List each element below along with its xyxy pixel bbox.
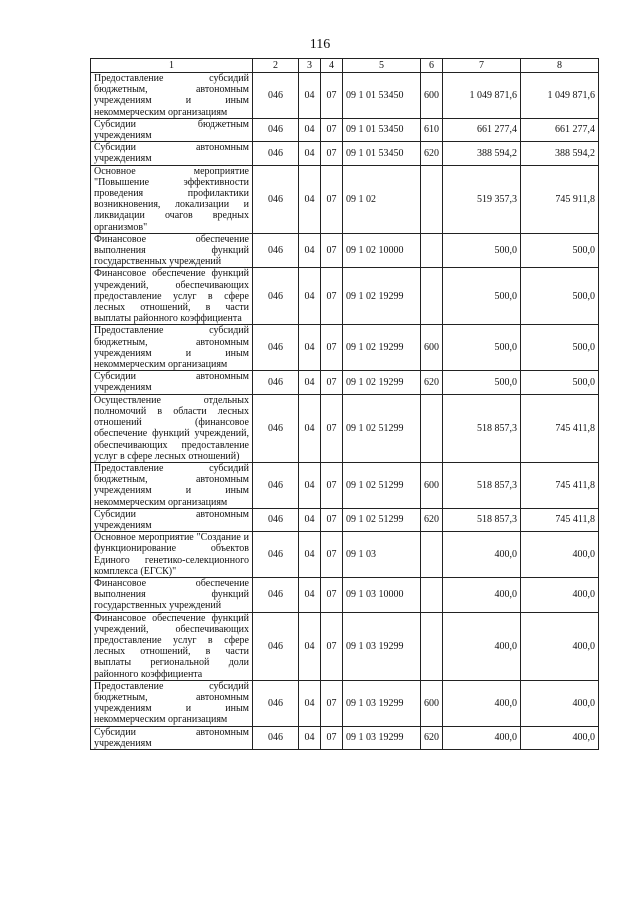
table-row — [91, 532, 599, 578]
table-row — [91, 165, 599, 233]
cell-amount-year-2: 400,0 — [521, 680, 599, 726]
cell-amount-year-2: 388 594,2 — [521, 142, 599, 165]
header-row — [91, 59, 599, 73]
cell-ministry-code: 046 — [253, 325, 299, 371]
cell-amount-year-1: 500,0 — [443, 325, 521, 371]
cell-subsection: 07 — [321, 73, 343, 119]
table-row — [91, 508, 599, 531]
cell-name: Финансовое обеспечение выполнения функций государственных учреждений — [91, 577, 253, 612]
cell-target-article: 09 1 03 19299 — [343, 680, 421, 726]
cell-name: Субсидии автономным учреждениям — [91, 508, 253, 531]
cell-expense-type — [421, 233, 443, 268]
header-col-4: 4 — [321, 59, 343, 73]
table-row — [91, 268, 599, 325]
cell-amount-year-2: 400,0 — [521, 726, 599, 749]
cell-subsection: 07 — [321, 165, 343, 233]
cell-ministry-code: 046 — [253, 371, 299, 394]
cell-name: Предоставление субсидий бюджетным, автономным учреждениям и иным некоммерческим организациям — [91, 462, 253, 508]
cell-amount-year-1: 518 857,3 — [443, 508, 521, 531]
cell-expense-type — [421, 577, 443, 612]
cell-amount-year-2: 500,0 — [521, 233, 599, 268]
cell-expense-type — [421, 532, 443, 578]
cell-subsection: 07 — [321, 462, 343, 508]
table-row — [91, 118, 599, 141]
cell-section: 04 — [299, 612, 321, 680]
table-row — [91, 680, 599, 726]
cell-subsection: 07 — [321, 680, 343, 726]
cell-ministry-code: 046 — [253, 680, 299, 726]
cell-name: Финансовое обеспечение функций учреждений, обеспечивающих предоставление услуг в сфере лесных отношений, в части выплаты районного коэффициента — [91, 268, 253, 325]
table-row — [91, 73, 599, 119]
cell-ministry-code: 046 — [253, 726, 299, 749]
cell-amount-year-1: 661 277,4 — [443, 118, 521, 141]
cell-target-article: 09 1 02 51299 — [343, 394, 421, 462]
cell-subsection: 07 — [321, 612, 343, 680]
cell-ministry-code: 046 — [253, 577, 299, 612]
cell-section: 04 — [299, 394, 321, 462]
table-row — [91, 577, 599, 612]
cell-target-article: 09 1 02 10000 — [343, 233, 421, 268]
cell-name: Финансовое обеспечение выполнения функций государственных учреждений — [91, 233, 253, 268]
page-number: 116 — [309, 37, 331, 52]
cell-target-article: 09 1 01 53450 — [343, 73, 421, 119]
header-col-5: 5 — [343, 59, 421, 73]
cell-expense-type: 620 — [421, 142, 443, 165]
cell-ministry-code: 046 — [253, 508, 299, 531]
cell-expense-type — [421, 268, 443, 325]
cell-ministry-code: 046 — [253, 612, 299, 680]
cell-target-article: 09 1 02 — [343, 165, 421, 233]
cell-amount-year-2: 745 911,8 — [521, 165, 599, 233]
cell-target-article: 09 1 01 53450 — [343, 118, 421, 141]
budget-table — [90, 58, 599, 750]
cell-section: 04 — [299, 165, 321, 233]
cell-target-article: 09 1 02 51299 — [343, 508, 421, 531]
cell-ministry-code: 046 — [253, 233, 299, 268]
cell-ministry-code: 046 — [253, 462, 299, 508]
cell-target-article: 09 1 02 19299 — [343, 325, 421, 371]
cell-subsection: 07 — [321, 325, 343, 371]
cell-section: 04 — [299, 508, 321, 531]
cell-name: Осуществление отдельных полномочий в области лесных отношений (финансовое обеспечение функций учреждений, обеспечивающих предоставление услуг в сфере лесных отношений) — [91, 394, 253, 462]
cell-expense-type — [421, 394, 443, 462]
table-row — [91, 394, 599, 462]
cell-amount-year-1: 518 857,3 — [443, 394, 521, 462]
cell-expense-type: 600 — [421, 462, 443, 508]
cell-expense-type: 600 — [421, 680, 443, 726]
cell-name: Предоставление субсидий бюджетным, автономным учреждениям и иным некоммерческим организациям — [91, 680, 253, 726]
table-row — [91, 233, 599, 268]
cell-expense-type: 610 — [421, 118, 443, 141]
table-row — [91, 142, 599, 165]
cell-amount-year-2: 1 049 871,6 — [521, 73, 599, 119]
cell-section: 04 — [299, 680, 321, 726]
cell-ministry-code: 046 — [253, 73, 299, 119]
table-row — [91, 325, 599, 371]
cell-subsection: 07 — [321, 142, 343, 165]
cell-expense-type: 600 — [421, 73, 443, 119]
cell-subsection: 07 — [321, 371, 343, 394]
cell-amount-year-2: 661 277,4 — [521, 118, 599, 141]
table-row — [91, 462, 599, 508]
cell-section: 04 — [299, 462, 321, 508]
cell-section: 04 — [299, 233, 321, 268]
cell-subsection: 07 — [321, 394, 343, 462]
header-col-6: 6 — [421, 59, 443, 73]
cell-ministry-code: 046 — [253, 118, 299, 141]
cell-section: 04 — [299, 73, 321, 119]
cell-name: Предоставление субсидий бюджетным, автономным учреждениям и иным некоммерческим организациям — [91, 325, 253, 371]
cell-amount-year-2: 745 411,8 — [521, 394, 599, 462]
cell-target-article: 09 1 03 10000 — [343, 577, 421, 612]
cell-target-article: 09 1 03 19299 — [343, 726, 421, 749]
cell-section: 04 — [299, 532, 321, 578]
cell-amount-year-2: 745 411,8 — [521, 508, 599, 531]
cell-amount-year-1: 500,0 — [443, 268, 521, 325]
cell-ministry-code: 046 — [253, 532, 299, 578]
cell-target-article: 09 1 02 51299 — [343, 462, 421, 508]
cell-amount-year-2: 400,0 — [521, 532, 599, 578]
cell-section: 04 — [299, 577, 321, 612]
cell-amount-year-1: 400,0 — [443, 726, 521, 749]
cell-ministry-code: 046 — [253, 268, 299, 325]
cell-subsection: 07 — [321, 233, 343, 268]
cell-amount-year-1: 500,0 — [443, 233, 521, 268]
header-col-8: 8 — [521, 59, 599, 73]
cell-target-article: 09 1 03 — [343, 532, 421, 578]
cell-amount-year-2: 400,0 — [521, 612, 599, 680]
cell-target-article: 09 1 02 19299 — [343, 371, 421, 394]
cell-name: Основное мероприятие "Повышение эффективности проведения профилактики возникновения, локализации и ликвидации очагов вредных организмов" — [91, 165, 253, 233]
cell-subsection: 07 — [321, 532, 343, 578]
header-col-1: 1 — [91, 59, 253, 73]
cell-expense-type: 620 — [421, 371, 443, 394]
cell-amount-year-2: 745 411,8 — [521, 462, 599, 508]
cell-amount-year-2: 400,0 — [521, 577, 599, 612]
cell-amount-year-1: 388 594,2 — [443, 142, 521, 165]
cell-section: 04 — [299, 726, 321, 749]
cell-name: Финансовое обеспечение функций учреждений, обеспечивающих предоставление услуг в сфере лесных отношений, в части выплаты региональной доли районного коэффициента — [91, 612, 253, 680]
cell-name: Основное мероприятие "Создание и функционирование объектов Единого генетико-селекционного комплекса (ЕГСК)" — [91, 532, 253, 578]
cell-expense-type: 600 — [421, 325, 443, 371]
cell-section: 04 — [299, 142, 321, 165]
cell-amount-year-1: 518 857,3 — [443, 462, 521, 508]
cell-name: Субсидии автономным учреждениям — [91, 726, 253, 749]
cell-ministry-code: 046 — [253, 394, 299, 462]
cell-amount-year-2: 500,0 — [521, 268, 599, 325]
cell-target-article: 09 1 01 53450 — [343, 142, 421, 165]
cell-subsection: 07 — [321, 577, 343, 612]
cell-section: 04 — [299, 325, 321, 371]
cell-name: Предоставление субсидий бюджетным, автономным учреждениям и иным некоммерческим организациям — [91, 73, 253, 119]
table-row — [91, 371, 599, 394]
cell-amount-year-1: 400,0 — [443, 680, 521, 726]
cell-name: Субсидии автономным учреждениям — [91, 142, 253, 165]
cell-target-article: 09 1 03 19299 — [343, 612, 421, 680]
cell-amount-year-2: 500,0 — [521, 325, 599, 371]
header-col-3: 3 — [299, 59, 321, 73]
cell-subsection: 07 — [321, 726, 343, 749]
cell-amount-year-2: 500,0 — [521, 371, 599, 394]
cell-subsection: 07 — [321, 508, 343, 531]
header-col-7: 7 — [443, 59, 521, 73]
cell-subsection: 07 — [321, 268, 343, 325]
cell-amount-year-1: 1 049 871,6 — [443, 73, 521, 119]
cell-name: Субсидии автономным учреждениям — [91, 371, 253, 394]
cell-section: 04 — [299, 371, 321, 394]
header-col-2: 2 — [253, 59, 299, 73]
cell-expense-type — [421, 612, 443, 680]
cell-section: 04 — [299, 118, 321, 141]
cell-target-article: 09 1 02 19299 — [343, 268, 421, 325]
cell-subsection: 07 — [321, 118, 343, 141]
cell-amount-year-1: 519 357,3 — [443, 165, 521, 233]
cell-name: Субсидии бюджетным учреждениям — [91, 118, 253, 141]
cell-amount-year-1: 400,0 — [443, 612, 521, 680]
cell-amount-year-1: 400,0 — [443, 577, 521, 612]
cell-expense-type: 620 — [421, 508, 443, 531]
cell-ministry-code: 046 — [253, 142, 299, 165]
table-row — [91, 726, 599, 749]
cell-amount-year-1: 500,0 — [443, 371, 521, 394]
cell-expense-type: 620 — [421, 726, 443, 749]
cell-amount-year-1: 400,0 — [443, 532, 521, 578]
cell-expense-type — [421, 165, 443, 233]
table-row — [91, 612, 599, 680]
cell-ministry-code: 046 — [253, 165, 299, 233]
cell-section: 04 — [299, 268, 321, 325]
